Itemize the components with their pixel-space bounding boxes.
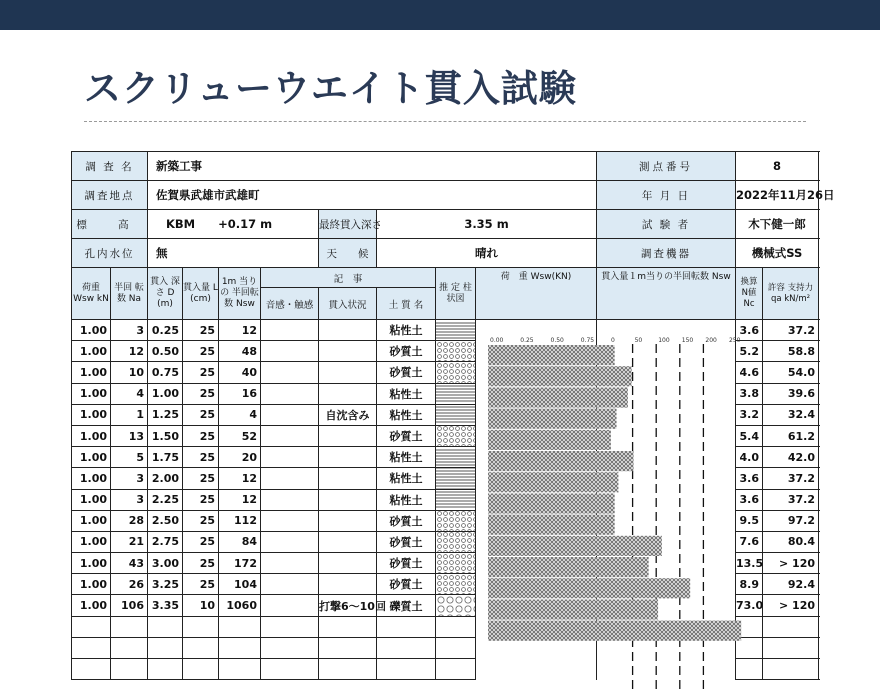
load-tick-label: 0.75 [580,337,595,344]
empty-row [72,659,819,680]
empty-cell [111,637,148,658]
soil-column-cell [436,425,476,446]
cell-l: 25 [183,320,219,341]
cell-na: 4 [111,383,148,404]
load-chart-cell [476,595,597,616]
location-label: 調査地点 [72,181,148,210]
cell-soil: 粘性土 [377,320,436,341]
cell-soil: 粘性土 [377,404,436,425]
cell-wsw: 1.00 [72,489,111,510]
cell-wsw: 1.00 [72,468,111,489]
title-divider [84,121,806,122]
cell-qa: 37.2 [763,320,819,341]
tester-label: 試 験 者 [597,210,736,239]
load-chart-cell [476,553,597,574]
cell-feel [261,320,319,341]
load-chart-cell [476,404,597,425]
cell-status [319,531,377,552]
empty-cell [261,659,319,680]
table-row [72,341,819,362]
cell-l: 25 [183,404,219,425]
cell-soil: 砂質土 [377,574,436,595]
equipment-label: 調査機器 [597,239,736,268]
load-chart-cell [476,447,597,468]
table-row [72,574,819,595]
point-no-value: 8 [736,152,819,181]
table-row [72,425,819,446]
empty-cell [183,659,219,680]
cell-d: 1.75 [148,447,183,468]
table-row [72,383,819,404]
nsw-chart-cell [597,447,736,468]
cell-feel [261,553,319,574]
empty-cell [476,637,597,658]
nsw-chart-cell [597,553,736,574]
soil-column-cell [436,447,476,468]
header-column: 推 定 柱状図 [436,268,476,320]
cell-wsw: 1.00 [72,404,111,425]
cell-wsw: 1.00 [72,595,111,616]
soil-column-cell [436,468,476,489]
load-chart-cell [476,383,597,404]
cell-status [319,510,377,531]
empty-cell [148,616,183,637]
soil-column-cell [436,553,476,574]
empty-cell [72,659,111,680]
empty-cell [219,616,261,637]
test-table [71,151,835,680]
empty-cell [476,616,597,637]
soil-column-cell [436,383,476,404]
cell-nsw: 104 [219,574,261,595]
nsw-chart-cell [597,320,736,341]
empty-cell [183,616,219,637]
cell-qa: 92.4 [763,574,819,595]
cell-qa: 54.0 [763,362,819,383]
top-bar [0,0,880,30]
empty-cell [736,659,763,680]
cell-soil: 粘性土 [377,489,436,510]
empty-cell [436,659,476,680]
empty-cell [436,616,476,637]
load-chart-cell [476,489,597,510]
cell-nc: 4.0 [736,447,763,468]
empty-cell [148,659,183,680]
cell-d: 3.35 [148,595,183,616]
header-wsw: 荷重 Wsw kN [72,268,111,320]
cell-na: 3 [111,320,148,341]
empty-cell [597,659,736,680]
cell-d: 0.50 [148,341,183,362]
cell-nc: 5.2 [736,341,763,362]
cell-l: 25 [183,510,219,531]
cell-feel [261,362,319,383]
cell-qa: 61.2 [763,425,819,446]
empty-cell [183,637,219,658]
cell-nsw: 20 [219,447,261,468]
cell-na: 21 [111,531,148,552]
empty-cell [111,616,148,637]
header-qa: 許容 支持力 qa kN/m² [763,268,819,320]
cell-feel [261,595,319,616]
load-tick-label: 0.50 [550,337,564,344]
load-chart-cell [476,320,597,341]
empty-cell [377,659,436,680]
cell-nc: 73.0 [736,595,763,616]
cell-d: 2.75 [148,531,183,552]
empty-row [72,637,819,658]
nsw-chart-cell [597,383,736,404]
nsw-chart-cell [597,574,736,595]
cell-soil: 砂質土 [377,553,436,574]
cell-qa: 37.2 [763,468,819,489]
empty-cell [219,637,261,658]
header-notes: 記 事 [261,268,436,288]
cell-status: 打撃6～10回 [319,595,377,616]
nsw-tick-label: 100 [658,337,670,344]
soil-column-cell [436,341,476,362]
cell-qa: 32.4 [763,404,819,425]
cell-status [319,425,377,446]
cell-nsw: 16 [219,383,261,404]
cell-status [319,362,377,383]
cell-d: 3.00 [148,553,183,574]
cell-nc: 3.6 [736,489,763,510]
soil-column-cell [436,320,476,341]
header-penetration: 貫入量 L (cm) [183,268,219,320]
cell-nsw: 4 [219,404,261,425]
cell-nc: 8.9 [736,574,763,595]
elevation-label: 標 高 [72,210,148,239]
cell-wsw: 1.00 [72,447,111,468]
cell-d: 0.75 [148,362,183,383]
empty-cell [436,637,476,658]
water-level-value: 無 [148,239,319,268]
cell-l: 10 [183,595,219,616]
cell-status [319,468,377,489]
empty-cell [763,659,819,680]
load-chart-cell [476,362,597,383]
cell-wsw: 1.00 [72,553,111,574]
cell-nc: 3.6 [736,320,763,341]
cell-l: 25 [183,489,219,510]
tester-value: 木下健一郎 [736,210,819,239]
load-chart-cell [476,574,597,595]
cell-status [319,553,377,574]
table-row [72,489,819,510]
soil-column-cell [436,595,476,616]
empty-cell [72,637,111,658]
cell-qa: 80.4 [763,531,819,552]
nsw-chart-cell [597,425,736,446]
cell-status [319,489,377,510]
soil-column-cell [436,489,476,510]
empty-cell [597,616,736,637]
cell-feel [261,531,319,552]
nsw-tick-label: 200 [705,337,717,344]
cell-na: 5 [111,447,148,468]
cell-na: 3 [111,489,148,510]
table-row [72,468,819,489]
cell-feel [261,510,319,531]
nsw-chart-cell [597,595,736,616]
cell-nsw: 1060 [219,595,261,616]
cell-feel [261,404,319,425]
header-soil: 土 質 名 [377,288,436,320]
table-row [72,447,819,468]
load-chart-cell [476,531,597,552]
cell-l: 25 [183,553,219,574]
cell-nsw: 12 [219,468,261,489]
empty-cell [377,637,436,658]
cell-nsw: 52 [219,425,261,446]
empty-cell [763,637,819,658]
cell-soil: 礫質土 [377,595,436,616]
header-na: 半回 転数 Na [111,268,148,320]
cell-d: 1.00 [148,383,183,404]
cell-nsw: 12 [219,489,261,510]
point-no-label: 測点番号 [597,152,736,181]
location-value: 佐賀県武雄市武雄町 [148,181,597,210]
cell-soil: 粘性土 [377,383,436,404]
cell-nc: 9.5 [736,510,763,531]
cell-wsw: 1.00 [72,383,111,404]
weather-label: 天 候 [319,239,377,268]
cell-qa: > 120 [763,595,819,616]
equipment-value: 機械式SS [736,239,819,268]
cell-soil: 砂質土 [377,425,436,446]
cell-wsw: 1.00 [72,574,111,595]
max-depth-label: 最終貫入深さ [319,210,377,239]
header-nsw-chart: 貫入量１m当りの半回転数 Nsw [597,268,736,320]
cell-l: 25 [183,383,219,404]
empty-cell [111,659,148,680]
table-row [72,553,819,574]
cell-status [319,447,377,468]
cell-wsw: 1.00 [72,510,111,531]
load-tick-label: 0.00 [490,337,504,344]
cell-wsw: 1.00 [72,425,111,446]
cell-d: 2.00 [148,468,183,489]
header-nsw: 1m 当りの 半回転数 Nsw [219,268,261,320]
cell-l: 25 [183,574,219,595]
cell-nc: 3.2 [736,404,763,425]
cell-feel [261,468,319,489]
cell-status [319,574,377,595]
cell-feel [261,341,319,362]
nsw-chart-cell [597,404,736,425]
elevation-value: KBM +0.17 m [148,210,319,239]
cell-d: 3.25 [148,574,183,595]
cell-nsw: 40 [219,362,261,383]
empty-cell [319,659,377,680]
cell-nsw: 84 [219,531,261,552]
cell-nc: 5.4 [736,425,763,446]
date-value: 2022年11月26日 [736,181,819,210]
cell-status [319,320,377,341]
cell-soil: 砂質土 [377,531,436,552]
cell-feel [261,383,319,404]
cell-soil: 粘性土 [377,468,436,489]
soil-column-cell [436,574,476,595]
cell-na: 43 [111,553,148,574]
soil-column-cell [436,404,476,425]
table-row [72,404,819,425]
table-row [72,510,819,531]
empty-cell [736,616,763,637]
cell-l: 25 [183,531,219,552]
cell-qa: 37.2 [763,489,819,510]
load-chart-cell [476,468,597,489]
cell-feel [261,489,319,510]
cell-nc: 3.6 [736,468,763,489]
empty-cell [261,637,319,658]
cell-qa: 42.0 [763,447,819,468]
cell-na: 10 [111,362,148,383]
cell-wsw: 1.00 [72,341,111,362]
cell-na: 3 [111,468,148,489]
load-chart-cell [476,425,597,446]
header-feel: 音感・触感 [261,288,319,320]
nsw-tick-label: 50 [634,337,643,344]
cell-na: 26 [111,574,148,595]
load-chart-cell [476,341,597,362]
cell-nsw: 172 [219,553,261,574]
nsw-chart-cell [597,489,736,510]
cell-d: 1.50 [148,425,183,446]
cell-qa: 39.6 [763,383,819,404]
cell-na: 12 [111,341,148,362]
page-title: スクリューウエイト貫入試験 [84,66,577,110]
empty-cell [377,616,436,637]
cell-soil: 砂質土 [377,362,436,383]
soil-column-cell [436,531,476,552]
nsw-chart-cell [597,341,736,362]
cell-na: 13 [111,425,148,446]
cell-l: 25 [183,468,219,489]
cell-wsw: 1.00 [72,320,111,341]
empty-cell [763,616,819,637]
cell-qa: 58.8 [763,341,819,362]
nsw-chart-cell [597,531,736,552]
cell-nsw: 12 [219,320,261,341]
survey-name-value: 新築工事 [148,152,597,181]
header-load-chart: 荷 重 Wsw(KN) [476,268,597,320]
cell-nc: 13.5 [736,553,763,574]
empty-row [72,616,819,637]
cell-l: 25 [183,447,219,468]
cell-status: 自沈含み [319,404,377,425]
cell-d: 1.25 [148,404,183,425]
empty-cell [219,659,261,680]
cell-qa: 97.2 [763,510,819,531]
cell-l: 25 [183,341,219,362]
header-nc: 換算 N値 Nc [736,268,763,320]
header-depth: 貫入 深さ D (m) [148,268,183,320]
soil-column-cell [436,362,476,383]
max-depth-value: 3.35 m [377,210,597,239]
cell-feel [261,447,319,468]
load-tick-label: 0.25 [520,337,534,344]
empty-cell [319,616,377,637]
cell-status [319,383,377,404]
cell-d: 0.25 [148,320,183,341]
nsw-chart-cell [597,468,736,489]
empty-cell [148,637,183,658]
cell-l: 25 [183,362,219,383]
cell-nc: 4.6 [736,362,763,383]
date-label: 年 月 日 [597,181,736,210]
cell-l: 25 [183,425,219,446]
nsw-chart-cell [597,362,736,383]
cell-soil: 砂質土 [377,510,436,531]
soil-column-cell [436,510,476,531]
table-row [72,595,819,616]
weather-value: 晴れ [377,239,597,268]
cell-na: 28 [111,510,148,531]
cell-qa: > 120 [763,553,819,574]
cell-status [319,341,377,362]
nsw-tick-label: 150 [681,337,694,344]
nsw-tick-label: 0 [611,337,615,344]
cell-soil: 粘性土 [377,447,436,468]
load-chart-cell [476,510,597,531]
empty-cell [476,659,597,680]
cell-nc: 7.6 [736,531,763,552]
cell-feel [261,425,319,446]
cell-nsw: 48 [219,341,261,362]
empty-cell [319,637,377,658]
empty-cell [72,616,111,637]
cell-na: 1 [111,404,148,425]
empty-cell [261,616,319,637]
table-row [72,531,819,552]
cell-wsw: 1.00 [72,531,111,552]
cell-d: 2.50 [148,510,183,531]
nsw-chart-cell [597,510,736,531]
cell-d: 2.25 [148,489,183,510]
cell-nsw: 112 [219,510,261,531]
table-row [72,362,819,383]
empty-cell [597,637,736,658]
cell-soil: 砂質土 [377,341,436,362]
empty-cell [736,637,763,658]
cell-na: 106 [111,595,148,616]
nsw-tick-label: 250 [729,337,741,344]
cell-feel [261,574,319,595]
cell-wsw: 1.00 [72,362,111,383]
cell-nc: 3.8 [736,383,763,404]
header-status: 貫入状況 [319,288,377,320]
survey-name-label: 調 査 名 [72,152,148,181]
table-row [72,320,819,341]
water-level-label: 孔内水位 [72,239,148,268]
